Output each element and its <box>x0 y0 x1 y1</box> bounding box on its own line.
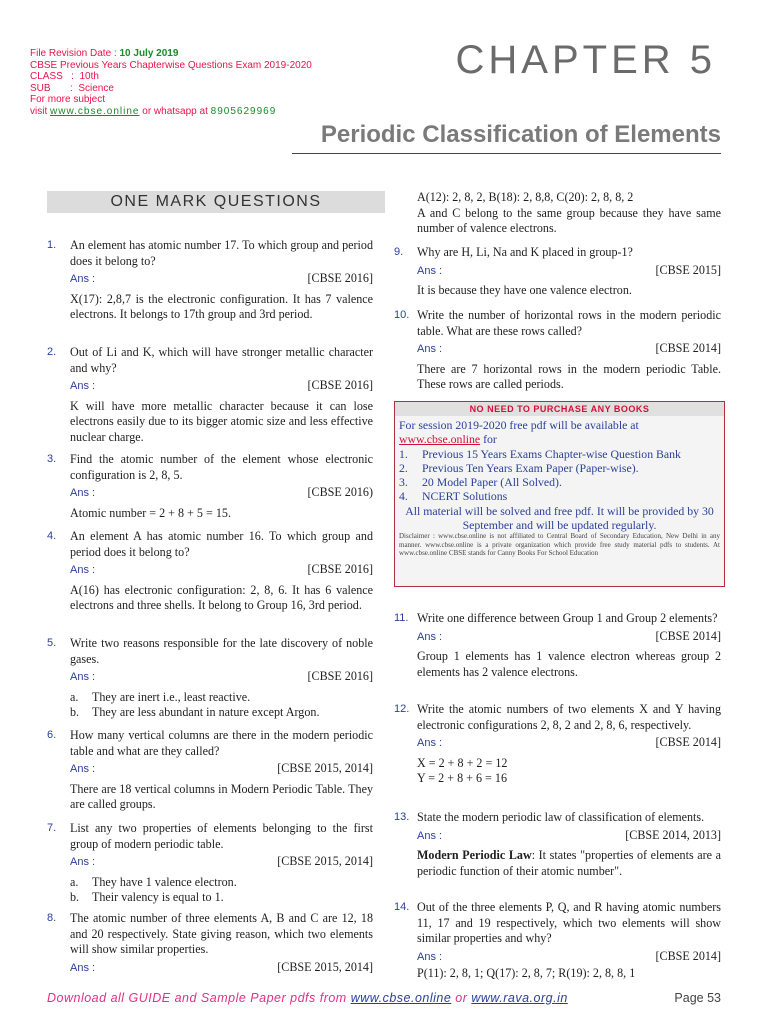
phone-number: 8905629969 <box>210 105 277 117</box>
promo-item: 1. Previous 15 Years Exams Chapter-wise Question Bank <box>399 446 681 461</box>
promo-note: All material will be solved and free pdf. It will be provided by 30 September and will be updated regularly. <box>405 503 714 533</box>
file-info <box>30 48 312 117</box>
promo-item: 4. NCERT Solutions <box>399 489 508 504</box>
chapter-title: Periodic Classification of Elements <box>320 121 721 148</box>
promo-intro: For session 2019-2020 free pdf will be available at www.cbse.online for <box>399 418 639 447</box>
question-8: 8. The atomic number of three elements A, B and C are 12, 18 and 20 respectively. State giving reason, which two elements will show similar properties. Ans : [CBSE 2015, 2014] <box>47 911 373 974</box>
question-10: 10. Write the number of horizontal rows in the modern periodic table. What are these rows called? Ans : [CBSE 2014] There are 7 horizontal rows in the modern periodic Table. These rows are called periods. <box>394 308 721 392</box>
question-13: 13. State the modern periodic law of classification of elements. Ans : [CBSE 2014, 2013] Modern Periodic Law: It states "properties of elements are a periodic function of their atomic number". <box>394 810 721 878</box>
question-3: 3. Find the atomic number of the element whose electronic configuration is 2, 8, 5. Ans : [CBSE 2016) Atomic number = 2 + 8 + 5 = 15. <box>47 452 373 520</box>
question-1: 1. An element has atomic number 17. To which group and period does it belong to? Ans : [CBSE 2016] X(17): 2,8,7 is the electronic configuration. It has 7 valence electrons. It belongs to 17th group and 3rd period. <box>47 238 373 322</box>
question-9: 9. Why are H, Li, Na and K placed in group-1? Ans : [CBSE 2015] It is because they have one valence electron. <box>394 245 721 298</box>
question-12: 12. Write the atomic numbers of two elements X and Y having electronic configurations 2, 8, 2 and 2, 8, 6, respectively. Ans : [CBSE 2014] X = 2 + 8 + 2 = 12 Y = 2 + 8 + 6 = 16 <box>394 702 721 786</box>
title-rule <box>292 153 721 154</box>
question-6: 6. How many vertical columns are there in the modern periodic table and what are they called? Ans : [CBSE 2015, 2014] There are 18 vertical columns in Modern Periodic Table. They are called groups. <box>47 728 373 812</box>
question-4: 4. An element A has atomic number 16. To which group and period does it belong to? Ans : [CBSE 2016] A(16) has electronic configuration: 2, 8, 6. It has 6 valence electrons and three shells. It belong to Group 16, 3rd period. <box>47 529 373 613</box>
footer-link-rava[interactable]: www.rava.org.in <box>471 991 568 1005</box>
footer-download: Download all GUIDE and Sample Paper pdfs from www.cbse.online or www.rava.org.in <box>47 991 568 1005</box>
question-8-answer: A(12): 2, 8, 2, B(18): 2, 8,8, C(20): 2, 8, 8, 2 A and C belong to the same group because they have same number of valence electrons. <box>417 190 721 236</box>
question-5: 5. Write two reasons responsible for the late discovery of noble gases. Ans : [CBSE 2016] a. They are inert i.e., least reactive. b. They are less abundant in nature except Argon. <box>47 636 373 720</box>
promo-item: 3. 20 Model Paper (All Solved). <box>399 475 562 490</box>
section-heading: ONE MARK QUESTIONS <box>47 191 385 213</box>
visit-line: visit www.cbse.online or whatsapp at 8905629969 <box>30 105 277 117</box>
revision-line: File Revision Date : 10 July 2019 <box>30 48 179 59</box>
promo-item: 2. Previous Ten Years Exam Paper (Paper-wise). <box>399 460 639 475</box>
promo-disclaimer: Disclaimer : www.cbse.online is not affiliated to Central Board of Secondary Education, New Delhi in any manner. www.cbse.online is a private organization which provide free study material pdfs to students. At www.cbse.online CBSE stands for Canny Books For School Education <box>399 532 720 558</box>
question-2: 2. Out of Li and K, which will have stronger metallic character and why? Ans : [CBSE 2016] K will have more metallic character because it can lose electrons easily due to its bigger atomic size and less effective nuclear charge. <box>47 345 373 444</box>
promo-heading: NO NEED TO PURCHASE ANY BOOKS <box>395 402 724 416</box>
question-7: 7. List any two properties of elements belonging to the first group of modern periodic table. Ans : [CBSE 2015, 2014] a. They have 1 valence electron. b. Their valency is equal to 1. <box>47 821 373 905</box>
question-11: 11. Write one difference between Group 1 and Group 2 elements? Ans : [CBSE 2014] Group 1 elements has 1 valence electron whereas group 2 elements has 2 valence electrons. <box>394 611 721 679</box>
page-number: Page 53 <box>674 991 721 1005</box>
site-link[interactable]: www.cbse.online <box>50 105 140 117</box>
more-subject: For more subject <box>30 94 106 105</box>
footer-link-cbse[interactable]: www.cbse.online <box>350 991 452 1005</box>
promo-site-link[interactable]: www.cbse.online <box>399 432 481 447</box>
exam-line: CBSE Previous Years Chapterwise Questions Exam 2019-2020 <box>30 59 312 71</box>
sub-line: SUB : Science <box>30 82 114 94</box>
chapter-number: CHAPTER 5 <box>455 38 716 82</box>
revision-date: 10 July 2019 <box>119 48 179 59</box>
question-14: 14. Out of the three elements P, Q, and R having atomic numbers 11, 17 and 19 respectively, which two elements will show similar properties and why? Ans : [CBSE 2014] P(11): 2, 8, 1; Q(17): 2, 8, 7; R(19): 2, 8, 8, 1 <box>394 900 721 981</box>
class-line: CLASS : 10th <box>30 71 99 82</box>
promo-box <box>394 401 725 587</box>
